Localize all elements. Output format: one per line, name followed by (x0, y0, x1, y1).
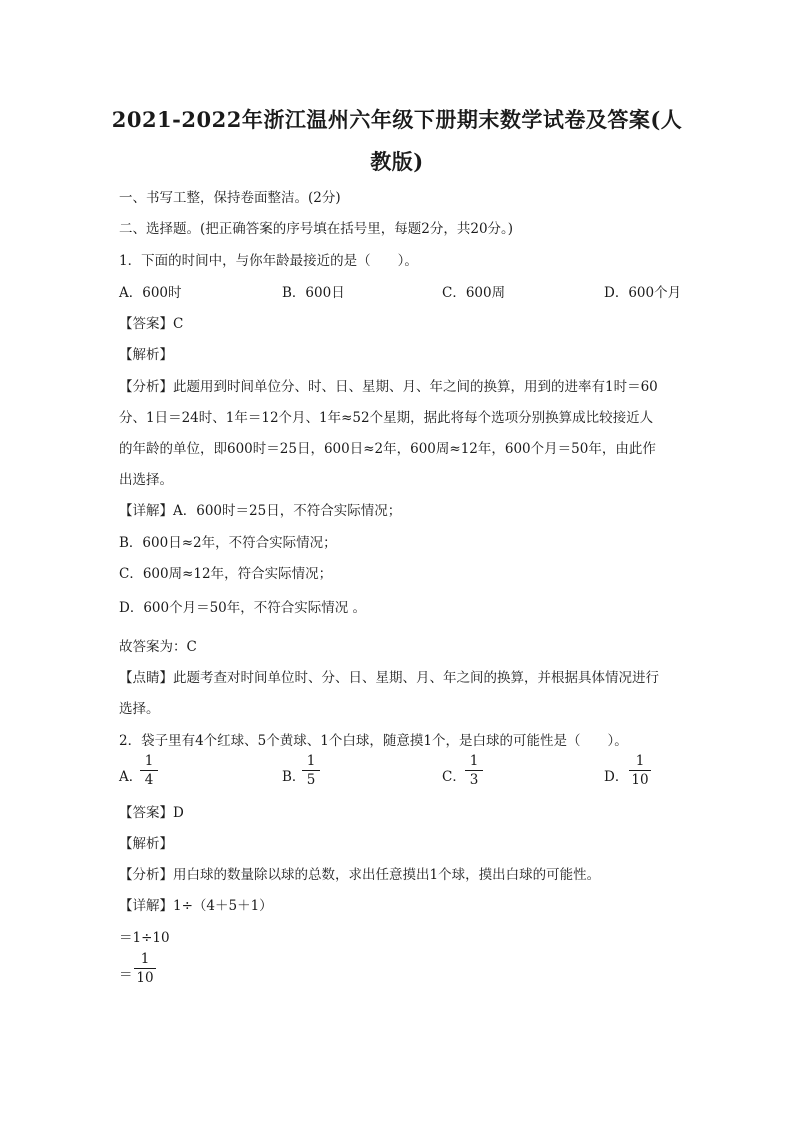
q1-comment-1: 【点睛】此题考查对时间单位时、分、日、星期、月、年之间的换算，并根据具体情况进行 (119, 670, 659, 686)
q2-option-b-label: B． (282, 769, 306, 785)
q1-detail-2: B．600日≈2年，不符合实际情况； (119, 535, 337, 551)
fraction-bar (134, 968, 156, 969)
q2-step-1: ＝1÷10 (119, 930, 170, 946)
fraction-numerator: 1 (635, 753, 645, 769)
q2-step-2-prefix: ＝ (119, 967, 133, 983)
q2-jiexi: 【解析】 (119, 836, 173, 852)
fraction-numerator: 1 (144, 753, 154, 769)
q1-final: 故答案为：C (119, 639, 197, 655)
fraction-denominator: 3 (469, 772, 479, 788)
q1-answer: 【答案】C (119, 316, 184, 332)
q1-detail-4: D．600个月＝50年，不符合实际情况 。 (119, 600, 367, 616)
q1-analysis-1: 【分析】此题用到时间单位分、时、日、星期、月、年之间的换算，用到的进率有1时＝60 (119, 379, 658, 395)
document-title-line2: 教版) (370, 149, 424, 174)
q2-detail: 【详解】1÷（4＋5＋1） (119, 898, 273, 914)
fraction-bar (629, 770, 651, 771)
q2-analysis: 【分析】用白球的数量除以球的总数，求出任意摸出1个球，摸出白球的可能性。 (119, 867, 601, 883)
q1-stem: 1．下面的时间中，与你年龄最接近的是（ ）。 (119, 253, 418, 269)
q1-comment-2: 选择。 (119, 701, 160, 717)
q1-option-b: B．600日 (282, 285, 345, 301)
q2-option-d-label: D． (604, 769, 629, 785)
q1-analysis-4: 出选择。 (119, 472, 173, 488)
fraction-numerator: 1 (469, 753, 479, 769)
q1-analysis-2: 分、1日＝24时、1年＝12个月、1年≈52个星期，据此将每个选项分别换算成比较接近人 (119, 410, 654, 426)
fraction-bar (140, 770, 158, 771)
fraction-bar (465, 770, 483, 771)
q1-analysis-3: 的年龄的单位，即600时＝25日，600日≈2年，600周≈12年，600个月＝50年，由此作 (119, 441, 656, 457)
q2-option-d-fraction (627, 753, 653, 788)
q2-stem: 2．袋子里有4个红球、5个黄球、1个白球，随意摸1个，是白球的可能性是（ ）。 (119, 733, 628, 749)
fraction-numerator: 1 (306, 753, 316, 769)
q2-option-a-fraction (138, 753, 160, 788)
fraction-denominator: 5 (306, 772, 316, 788)
q2-option-b-fraction (300, 753, 322, 788)
fraction-bar (302, 770, 320, 771)
q2-answer: 【答案】D (119, 805, 184, 821)
fraction-denominator: 4 (144, 772, 154, 788)
section-one: 一、书写工整，保持卷面整洁。(2分) (119, 190, 341, 206)
q1-option-c: C．600周 (442, 285, 506, 301)
q1-jiexi: 【解析】 (119, 347, 173, 363)
q1-detail-3: C．600周≈12年，符合实际情况； (119, 566, 333, 582)
fraction-denominator: 10 (136, 970, 154, 986)
q2-option-a-label: A． (119, 769, 143, 785)
q1-option-d: D．600个月 (604, 285, 682, 301)
section-two: 二、选择题。(把正确答案的序号填在括号里，每题2分，共20分。) (119, 221, 514, 237)
q2-option-c-fraction (463, 753, 485, 788)
fraction-numerator: 1 (140, 951, 150, 967)
q2-option-c-label: C． (442, 769, 466, 785)
document-title-line1: 2021-2022年浙江温州六年级下册期末数学试卷及答案(人 (111, 107, 683, 132)
fraction-denominator: 10 (631, 772, 649, 788)
q1-detail-1: 【详解】A．600时＝25日，不符合实际情况； (119, 503, 402, 519)
q2-step-2-fraction (132, 951, 158, 986)
q1-option-a: A．600时 (119, 285, 182, 301)
